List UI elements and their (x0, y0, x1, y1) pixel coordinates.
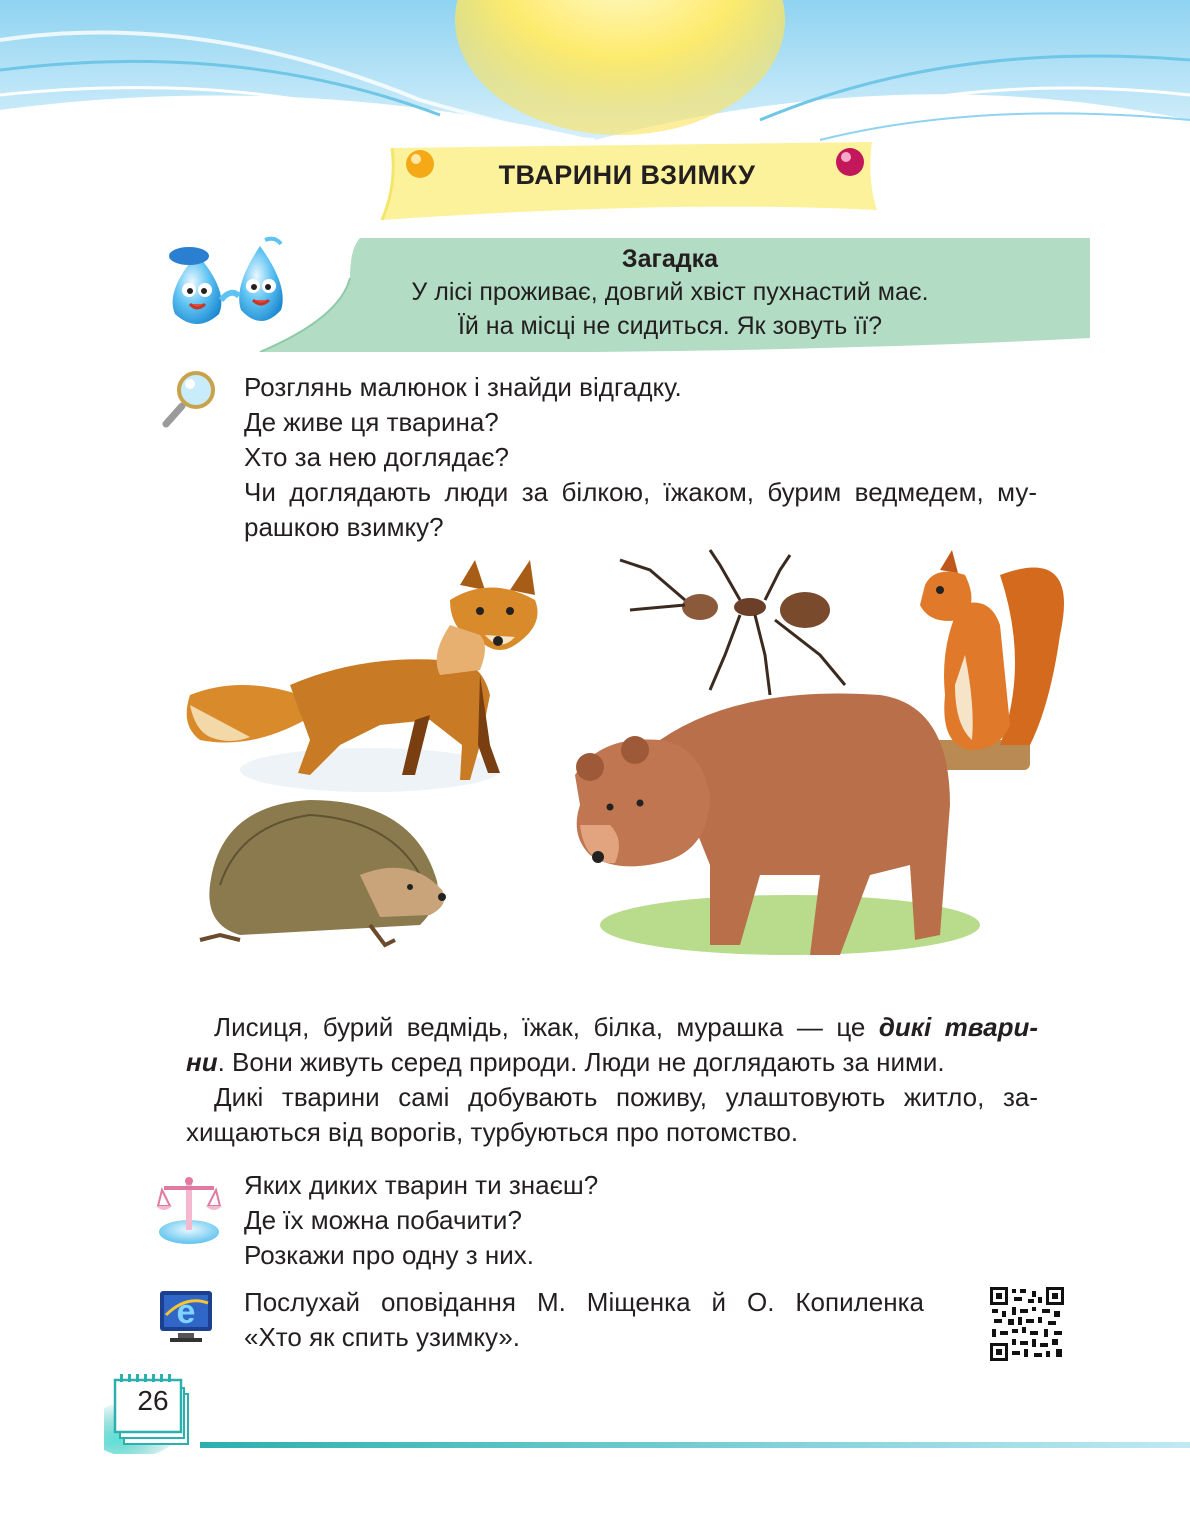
task-line: Де їх можна побачити? (244, 1205, 522, 1235)
bear-picture (575, 693, 980, 955)
hedgehog-picture (200, 800, 446, 945)
riddle-text (330, 275, 1010, 343)
body-line (186, 1010, 1038, 1045)
task-line: Чи доглядають люди за білкою, їжаком, бурим ведмедем, му- (244, 477, 1037, 507)
body-line: хищаються від ворогів, турбуються про потомство. (186, 1117, 799, 1147)
task-line: Де живе ця тварина? (244, 407, 499, 437)
body-fragment: Лисиця, бурий ведмідь, їжак, білка, мурашка — це (214, 1012, 879, 1042)
page-number: 26 (137, 1385, 169, 1416)
top-banner (0, 0, 1190, 150)
body-line (186, 1045, 1038, 1080)
squirrel-picture (920, 550, 1064, 770)
task-line: «Хто як спить узимку». (244, 1322, 521, 1352)
task-line: Хто за нею доглядає? (244, 442, 509, 472)
body-line: Дикі тварини самі добувають поживу, улаштовують житло, за- (214, 1082, 1038, 1112)
water-drop-mascots (155, 236, 315, 336)
page-title: ТВАРИНИ ВЗИМКУ (498, 160, 756, 190)
task-line: рашкою взимку? (244, 512, 444, 542)
internet-explorer-icon[interactable] (158, 1289, 214, 1343)
svg-text:e: e (176, 1293, 196, 1331)
task-look-text (244, 370, 1037, 545)
magnifier-icon (160, 370, 220, 430)
qr-code[interactable] (990, 1287, 1064, 1361)
body-fragment: . Вони живуть серед природи. Люди не доглядають за ними. (217, 1047, 945, 1077)
task-think-text (244, 1168, 944, 1273)
task-listen-text (244, 1285, 924, 1355)
task-line: Послухай оповідання М. Міщенка й О. Копиленка (244, 1287, 924, 1317)
task-line: Розглянь малюнок і знайди відгадку. (244, 372, 682, 402)
task-line: Яких диких тварин ти знаєш? (244, 1170, 599, 1200)
riddle-line: Їй на місці не сидиться. Як зовуть її? (457, 312, 883, 340)
riddle-heading: Загадка (621, 245, 719, 273)
scales-icon (156, 1172, 222, 1246)
body-text (186, 1010, 1038, 1150)
animals-illustration (180, 545, 1100, 975)
bottom-divider (200, 1442, 1190, 1448)
fox-picture (187, 560, 538, 792)
term-wild-animals: ни (186, 1047, 218, 1077)
riddle-line: У лісі проживає, довгий хвіст пухнастий має. (411, 278, 929, 306)
term-wild-animals: дикі твари- (878, 1012, 1038, 1042)
ant-picture (620, 550, 845, 695)
task-line: Розкажи про одну з них. (244, 1240, 534, 1270)
